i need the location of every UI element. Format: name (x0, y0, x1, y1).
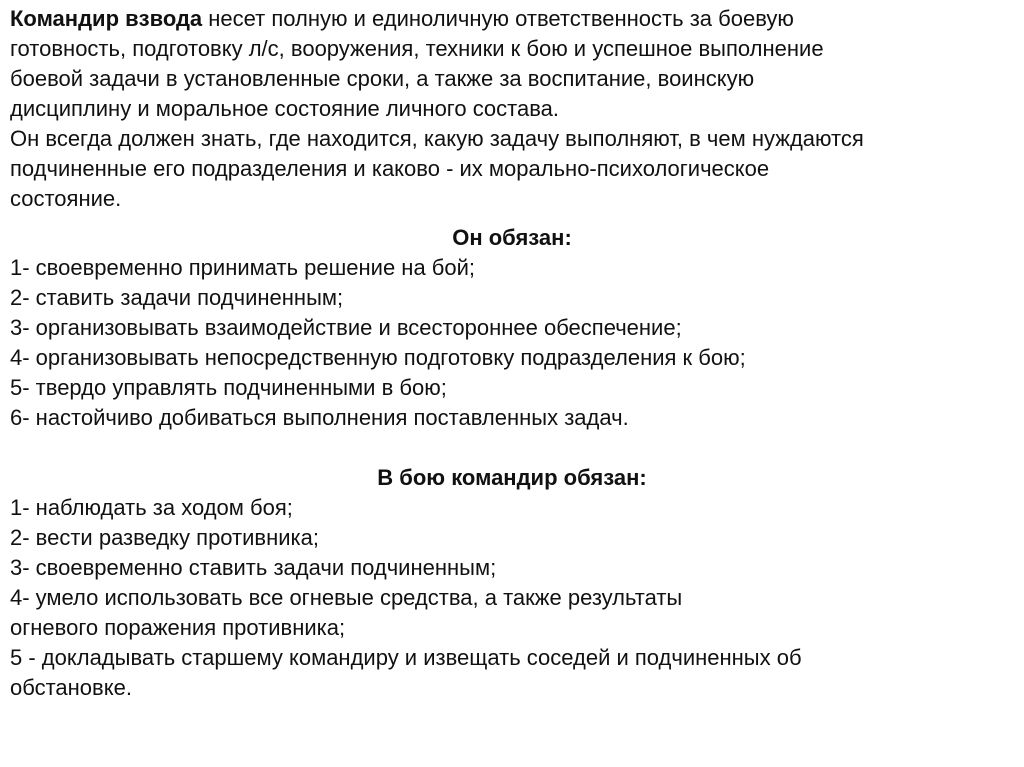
second-paragraph: Он всегда должен знать, где находится, какую задачу выполняют, в чем нуждаются подчиненные его подразделения и каково - их морально-психологическое состояние. (10, 126, 864, 211)
list-item: 2- ставить задачи подчиненным; (10, 285, 344, 310)
section1-list (10, 253, 1014, 433)
section1-heading: Он обязан: (452, 225, 572, 250)
list-item: 1- наблюдать за ходом боя; (10, 495, 293, 520)
list-item: 3- своевременно ставить задачи подчиненным; (10, 555, 497, 580)
intro-paragraph (10, 4, 1014, 124)
list-item: 1- своевременно принимать решение на бой; (10, 255, 476, 280)
list-item: 4- организовывать непосредственную подготовку подразделения к бою; (10, 345, 746, 370)
list-item: 2- вести разведку противника; (10, 525, 319, 550)
list-item: 6- настойчиво добиваться выполнения поставленных задач. (10, 405, 629, 430)
section2-heading: В бою командир обязан: (377, 465, 647, 490)
list-item: 5- твердо управлять подчиненными в бою; (10, 375, 447, 400)
list-item: 3- организовывать взаимодействие и всестороннее обеспечение; (10, 315, 682, 340)
intro-text: несет полную и единоличную ответственность за боевую готовность, подготовку л/с, вооружения, техники к бою и успешное выполнение боевой задачи в установленные сроки, а также за воспитание, воинскую дисциплину и моральное состояние личного состава. (10, 6, 824, 121)
slide-content (10, 4, 1014, 703)
list-item: 4- умело использовать все огневые средства, а также результаты огневого поражения противника; (10, 585, 683, 640)
section2-list (10, 493, 1014, 703)
intro-bold-lead: Командир взвода (10, 6, 203, 31)
list-item: 5 - докладывать старшему командиру и извещать соседей и подчиненных об обстановке. (10, 645, 802, 700)
